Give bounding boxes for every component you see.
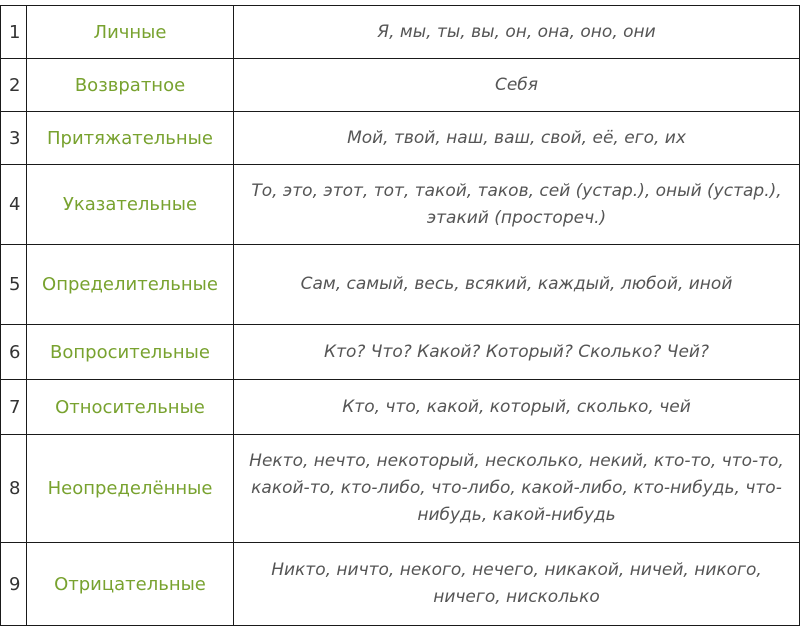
- pronoun-examples: Кто? Что? Какой? Который? Сколько? Чей?: [234, 325, 800, 380]
- pronoun-examples: Никто, ничто, некого, нечего, никакой, ничей, никого, ничего, нисколько: [234, 543, 800, 626]
- table-row: [1, 6, 800, 59]
- pronoun-category: Неопределённые: [27, 435, 234, 543]
- table-row: [1, 165, 800, 245]
- pronoun-category: Относительные: [27, 380, 234, 435]
- table-row: [1, 59, 800, 112]
- pronoun-category: Притяжательные: [27, 112, 234, 165]
- row-number: 2: [1, 59, 27, 112]
- row-number: 1: [1, 6, 27, 59]
- pronoun-examples: Кто, что, какой, который, сколько, чей: [234, 380, 800, 435]
- pronoun-examples: Я, мы, ты, вы, он, она, оно, они: [234, 6, 800, 59]
- pronoun-examples: Мой, твой, наш, ваш, свой, её, его, их: [234, 112, 800, 165]
- table-row: [1, 112, 800, 165]
- table-row: [1, 325, 800, 380]
- table-row: [1, 543, 800, 626]
- table-row: [1, 380, 800, 435]
- pronoun-examples: Некто, нечто, некоторый, несколько, некий, кто-то, что-то, какой-то, кто-либо, что-либо, какой-либо, кто-нибудь, что-нибудь, какой-нибудь: [234, 435, 800, 543]
- row-number: 4: [1, 165, 27, 245]
- pronoun-category: Вопросительные: [27, 325, 234, 380]
- row-number: 9: [1, 543, 27, 626]
- row-number: 3: [1, 112, 27, 165]
- pronoun-examples: Сам, самый, весь, всякий, каждый, любой, иной: [234, 245, 800, 325]
- pronoun-category: Личные: [27, 6, 234, 59]
- row-number: 7: [1, 380, 27, 435]
- pronoun-category: Возвратное: [27, 59, 234, 112]
- row-number: 5: [1, 245, 27, 325]
- pronoun-types-table: [0, 5, 800, 626]
- pronoun-category: Определительные: [27, 245, 234, 325]
- pronoun-examples: То, это, этот, тот, такой, таков, сей (устар.), оный (устар.), этакий (простореч.): [234, 165, 800, 245]
- row-number: 6: [1, 325, 27, 380]
- pronoun-category: Указательные: [27, 165, 234, 245]
- table-row: [1, 245, 800, 325]
- table-row: [1, 435, 800, 543]
- pronoun-category: Отрицательные: [27, 543, 234, 626]
- pronoun-examples: Себя: [234, 59, 800, 112]
- row-number: 8: [1, 435, 27, 543]
